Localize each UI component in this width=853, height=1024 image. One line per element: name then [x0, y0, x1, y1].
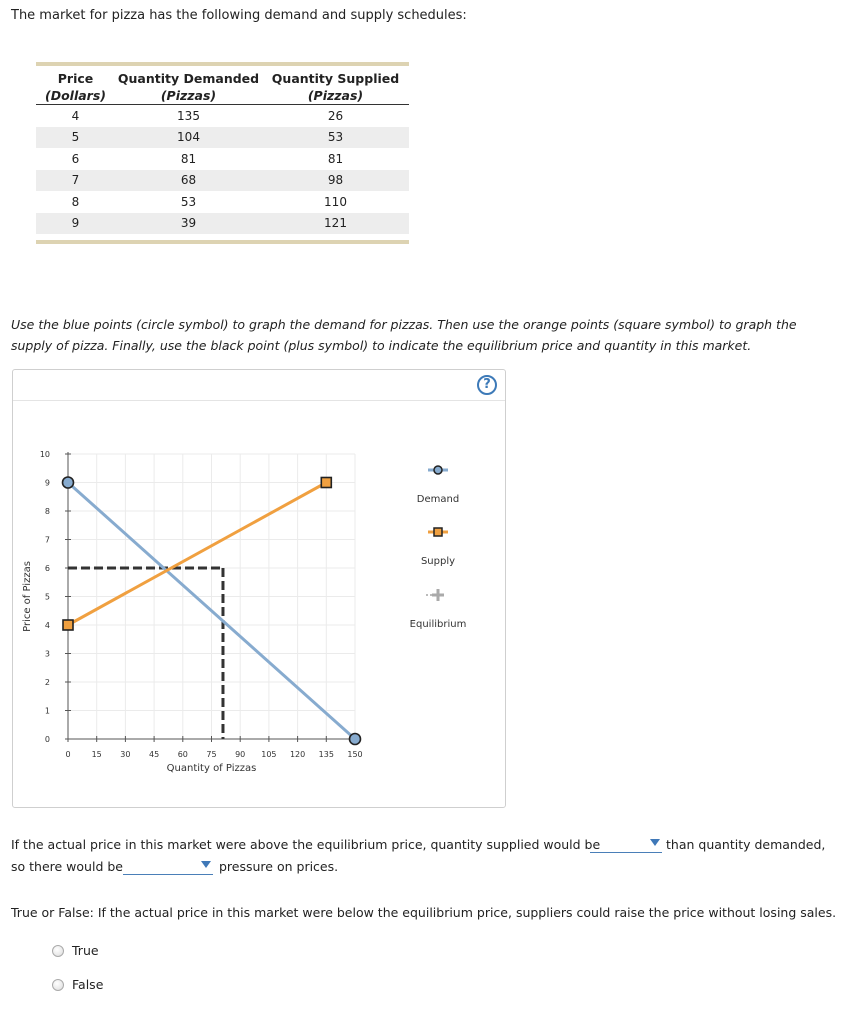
- header-price: Price (Dollars): [45, 71, 106, 103]
- price-pressure-dropdown[interactable]: [123, 858, 213, 875]
- y-tick-label: 5: [44, 592, 50, 602]
- y-tick-label: 7: [44, 535, 50, 545]
- legend-demand-symbol: [434, 466, 442, 474]
- x-tick-label: 150: [347, 750, 363, 759]
- help-icon[interactable]: ?: [477, 375, 497, 395]
- radio-false[interactable]: [52, 979, 64, 991]
- x-tick-label: 0: [65, 750, 71, 759]
- demand-point: [350, 734, 361, 745]
- intro-text: The market for pizza has the following demand and supply schedules:: [11, 8, 467, 23]
- table-row: 9 39 121: [36, 213, 409, 235]
- legend-equilibrium-label: Equilibrium: [409, 619, 467, 630]
- table-row: 8 53 110: [71, 194, 347, 209]
- y-tick-label: 10: [39, 450, 50, 459]
- y-tick-label: 4: [44, 621, 50, 630]
- x-tick-label: 60: [177, 750, 188, 759]
- x-tick-label: 120: [289, 750, 306, 759]
- table-header-row: [36, 66, 409, 105]
- option-false[interactable]: [52, 977, 103, 992]
- y-tick-label: 8: [44, 507, 50, 516]
- option-true-label: True: [72, 943, 99, 958]
- table-row: 4 135 26: [71, 108, 344, 123]
- schedule-table: [36, 62, 409, 244]
- quantity-comparison-dropdown[interactable]: [590, 836, 662, 853]
- legend-supply-label: Supply: [420, 556, 456, 567]
- option-false-label: False: [72, 977, 104, 992]
- y-tick-label: 0: [44, 735, 50, 744]
- question1-part1: If the actual price in this market were above the equilibrium price, quantity supplied would be: [11, 837, 601, 852]
- radio-true[interactable]: [52, 945, 64, 957]
- y-tick-label: 2: [44, 678, 50, 687]
- table-row: 6 81 81: [71, 151, 344, 166]
- x-tick-label: 15: [91, 750, 102, 759]
- chevron-down-icon: [650, 839, 660, 846]
- table-row: 5 104 53: [36, 127, 409, 149]
- question2-prompt: True or False: If the actual price in this market were below the equilibrium price, suppliers could raise the price without losing sales.: [11, 905, 837, 920]
- demand-point: [63, 477, 74, 488]
- table-row: 7 68 98: [36, 170, 409, 192]
- x-tick-label: 90: [235, 750, 246, 759]
- header-quantity-demanded: Quantity Demanded (Pizzas): [117, 71, 260, 103]
- x-tick-label: 105: [261, 750, 277, 759]
- y-tick-label: 9: [44, 478, 50, 488]
- x-tick-label: 135: [318, 750, 334, 759]
- graph-instructions: Use the blue points (circle symbol) to graph the demand for pizzas. Then use the orange points (square symbol) to graph the supply of pizza. Finally, use the black point (plus symbol) to indicate the equilibrium price and quantity in this market.: [11, 317, 797, 353]
- question1-part3: so there would be: [11, 859, 123, 874]
- x-tick-label: 75: [206, 750, 217, 759]
- header-quantity-supplied: Quantity Supplied (Pizzas): [271, 71, 400, 103]
- y-tick-label: 6: [44, 564, 50, 573]
- option-true[interactable]: [52, 943, 99, 958]
- x-tick-label: 45: [149, 750, 160, 759]
- supply-curve: [68, 483, 326, 626]
- legend-supply-symbol: [434, 528, 442, 536]
- graph-panel: [12, 369, 506, 808]
- table-bottom-rule: [36, 240, 409, 244]
- y-tick-label: 1: [44, 706, 50, 716]
- x-axis-label: Quantity of Pizzas: [166, 763, 257, 774]
- supply-demand-graph[interactable]: [13, 370, 505, 807]
- y-tick-label: 3: [44, 649, 50, 659]
- supply-point: [321, 478, 331, 488]
- legend-demand-label: Demand: [416, 494, 460, 505]
- question1-part4: pressure on prices.: [219, 859, 339, 874]
- supply-point: [63, 620, 73, 630]
- chevron-down-icon: [201, 861, 211, 868]
- question1-part2: than quantity demanded,: [666, 837, 826, 852]
- y-axis-label: Price of Pizzas: [22, 561, 33, 632]
- x-tick-label: 30: [120, 750, 131, 759]
